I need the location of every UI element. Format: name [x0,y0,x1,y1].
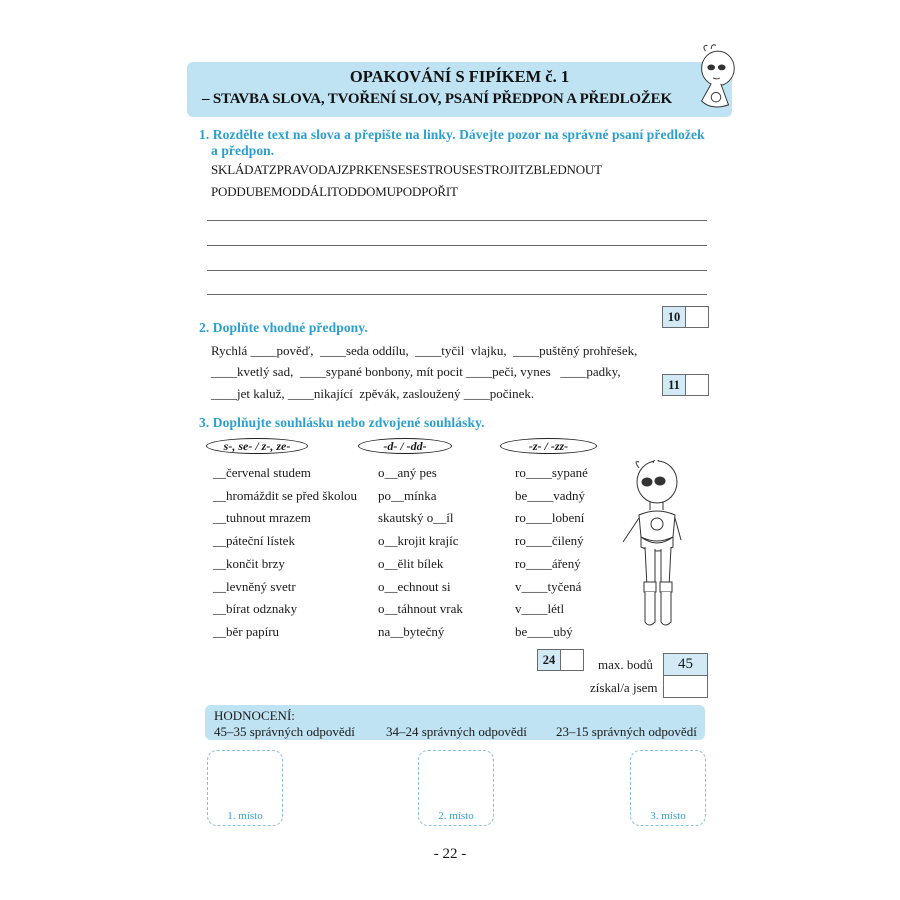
exercise-1-title [199,127,709,143]
fill-in-item[interactable]: na__bytečný [378,623,445,639]
exercise-1-earned-score-field[interactable] [686,307,708,327]
header-subtitle: – STAVBA SLOVA, TVOŘENÍ SLOV, PSANÍ PŘEDPON A PŘEDLOŽEK [202,91,672,107]
fipik-figure-illustration [615,460,695,635]
exercise-3-score-box [537,649,584,671]
exercise-3-max-score: 24 [538,650,561,670]
exercise-1-text-line-2: PODDUBEMODDÁLITODDOMUPODPOŘIT [211,184,458,199]
place-2-label: 2. místo [438,810,474,822]
fill-in-item[interactable]: __bírat odznaky [213,601,298,617]
header-title: OPAKOVÁNÍ S FIPÍKEM č. 1 [349,67,570,86]
exercise-3-title: 3. Doplňujte souhlásku nebo zdvojené souhlásky. [199,415,485,430]
place-3-box[interactable] [630,750,706,826]
fill-in-item[interactable]: __páteční lístek [213,533,295,549]
earned-points-label: získal/a jsem [590,680,658,695]
fill-in-item[interactable]: __hromáždit se před školou [213,487,358,503]
evaluation-range-3: 23–15 správných odpovědí [556,724,697,739]
answer-line[interactable] [207,270,707,271]
place-1-box[interactable] [207,750,283,826]
section-header [187,62,732,117]
fill-in-item[interactable]: skautský o__íl [378,510,454,526]
place-3-label: 3. místo [650,810,686,822]
column-header-oval: s-, se- / z-, ze- [206,438,308,454]
fill-in-item[interactable]: __běr papíru [213,623,280,639]
evaluation-title: HODNOCENÍ: [214,708,295,723]
fill-in-item[interactable]: be____ubý [515,623,573,639]
answer-line[interactable] [207,220,707,221]
exercise-2-line-2: ____kvetlý sad, ____sypané bonbony, mít pocit ____peči, vynes ____padky, [211,364,621,379]
fill-in-item[interactable]: be____vadný [515,487,586,503]
fill-in-item[interactable]: ro____sypané [515,465,588,480]
evaluation-range-1: 45–35 správných odpovědí [214,724,355,739]
fill-in-item[interactable]: __červenal studem [213,465,311,480]
fill-in-item[interactable]: o__krojit krajíc [378,533,459,549]
exercise-2-max-score: 11 [663,375,686,395]
exercise-1-title-text: 1. Rozdělte text na slova a přepište na linky. Dávejte pozor na správné psaní předložek [199,127,705,142]
evaluation-box [205,705,705,740]
answer-line[interactable] [207,245,707,246]
max-points-value: 45 [664,654,707,676]
exercise-1-title-cont: a předpon. [211,143,275,158]
exercise-2-title: 2. Doplňte vhodné předpony. [199,320,368,335]
fipik-mascot-icon [692,40,740,115]
fill-in-item[interactable]: o__ělit bílek [378,555,444,571]
exercise-2-score-box [662,374,709,396]
exercise-2-earned-score-field[interactable] [686,375,708,395]
evaluation-range-2: 34–24 správných odpovědí [386,724,527,739]
answer-line[interactable] [207,294,707,295]
exercise-1-text-line-1: SKLÁDATZPRAVODAJZPRKENSESESTROUSESTROJITZBLEDNOUT [211,162,602,177]
totals-box [663,653,708,698]
fill-in-item[interactable]: po__mínka [378,487,437,503]
fill-in-item[interactable]: ro____čilený [515,533,584,549]
fill-in-item[interactable]: o__echnout si [378,578,451,594]
exercise-1-score-box [662,306,709,328]
exercise-2-line-1: Rychlá ____pověď, ____seda oddílu, ____tyčil vlajku, ____puštěný prohřešek, [211,343,638,358]
fill-in-item[interactable]: ro____lobení [515,510,585,526]
page-number: - 22 - [433,846,467,862]
fill-in-item[interactable]: ro____ářený [515,555,581,571]
place-2-box[interactable] [418,750,494,826]
fill-in-item[interactable]: o__aný pes [378,465,437,480]
place-1-label: 1. místo [227,810,263,822]
max-points-label: max. bodů [598,657,653,672]
column-header-oval: -d- / -dd- [358,438,452,454]
fill-in-item[interactable]: v____tyčená [515,578,582,594]
fill-in-item[interactable]: __tuhnout mrazem [213,510,311,526]
column-header-oval: -z- / -zz- [500,438,597,454]
exercise-3-earned-score-field[interactable] [561,650,583,670]
exercise-2-line-3: ____jet kaluž, ____nikající zpěvák, zasloužený ____počinek. [211,386,535,401]
fill-in-item[interactable]: __levněný svetr [213,578,296,594]
exercise-1-max-score: 10 [663,307,686,327]
fill-in-item[interactable]: o__táhnout vrak [378,601,463,617]
fill-in-item[interactable]: v____létl [515,601,565,617]
fill-in-item[interactable]: __končit brzy [213,555,285,571]
earned-points-field[interactable] [664,676,707,697]
